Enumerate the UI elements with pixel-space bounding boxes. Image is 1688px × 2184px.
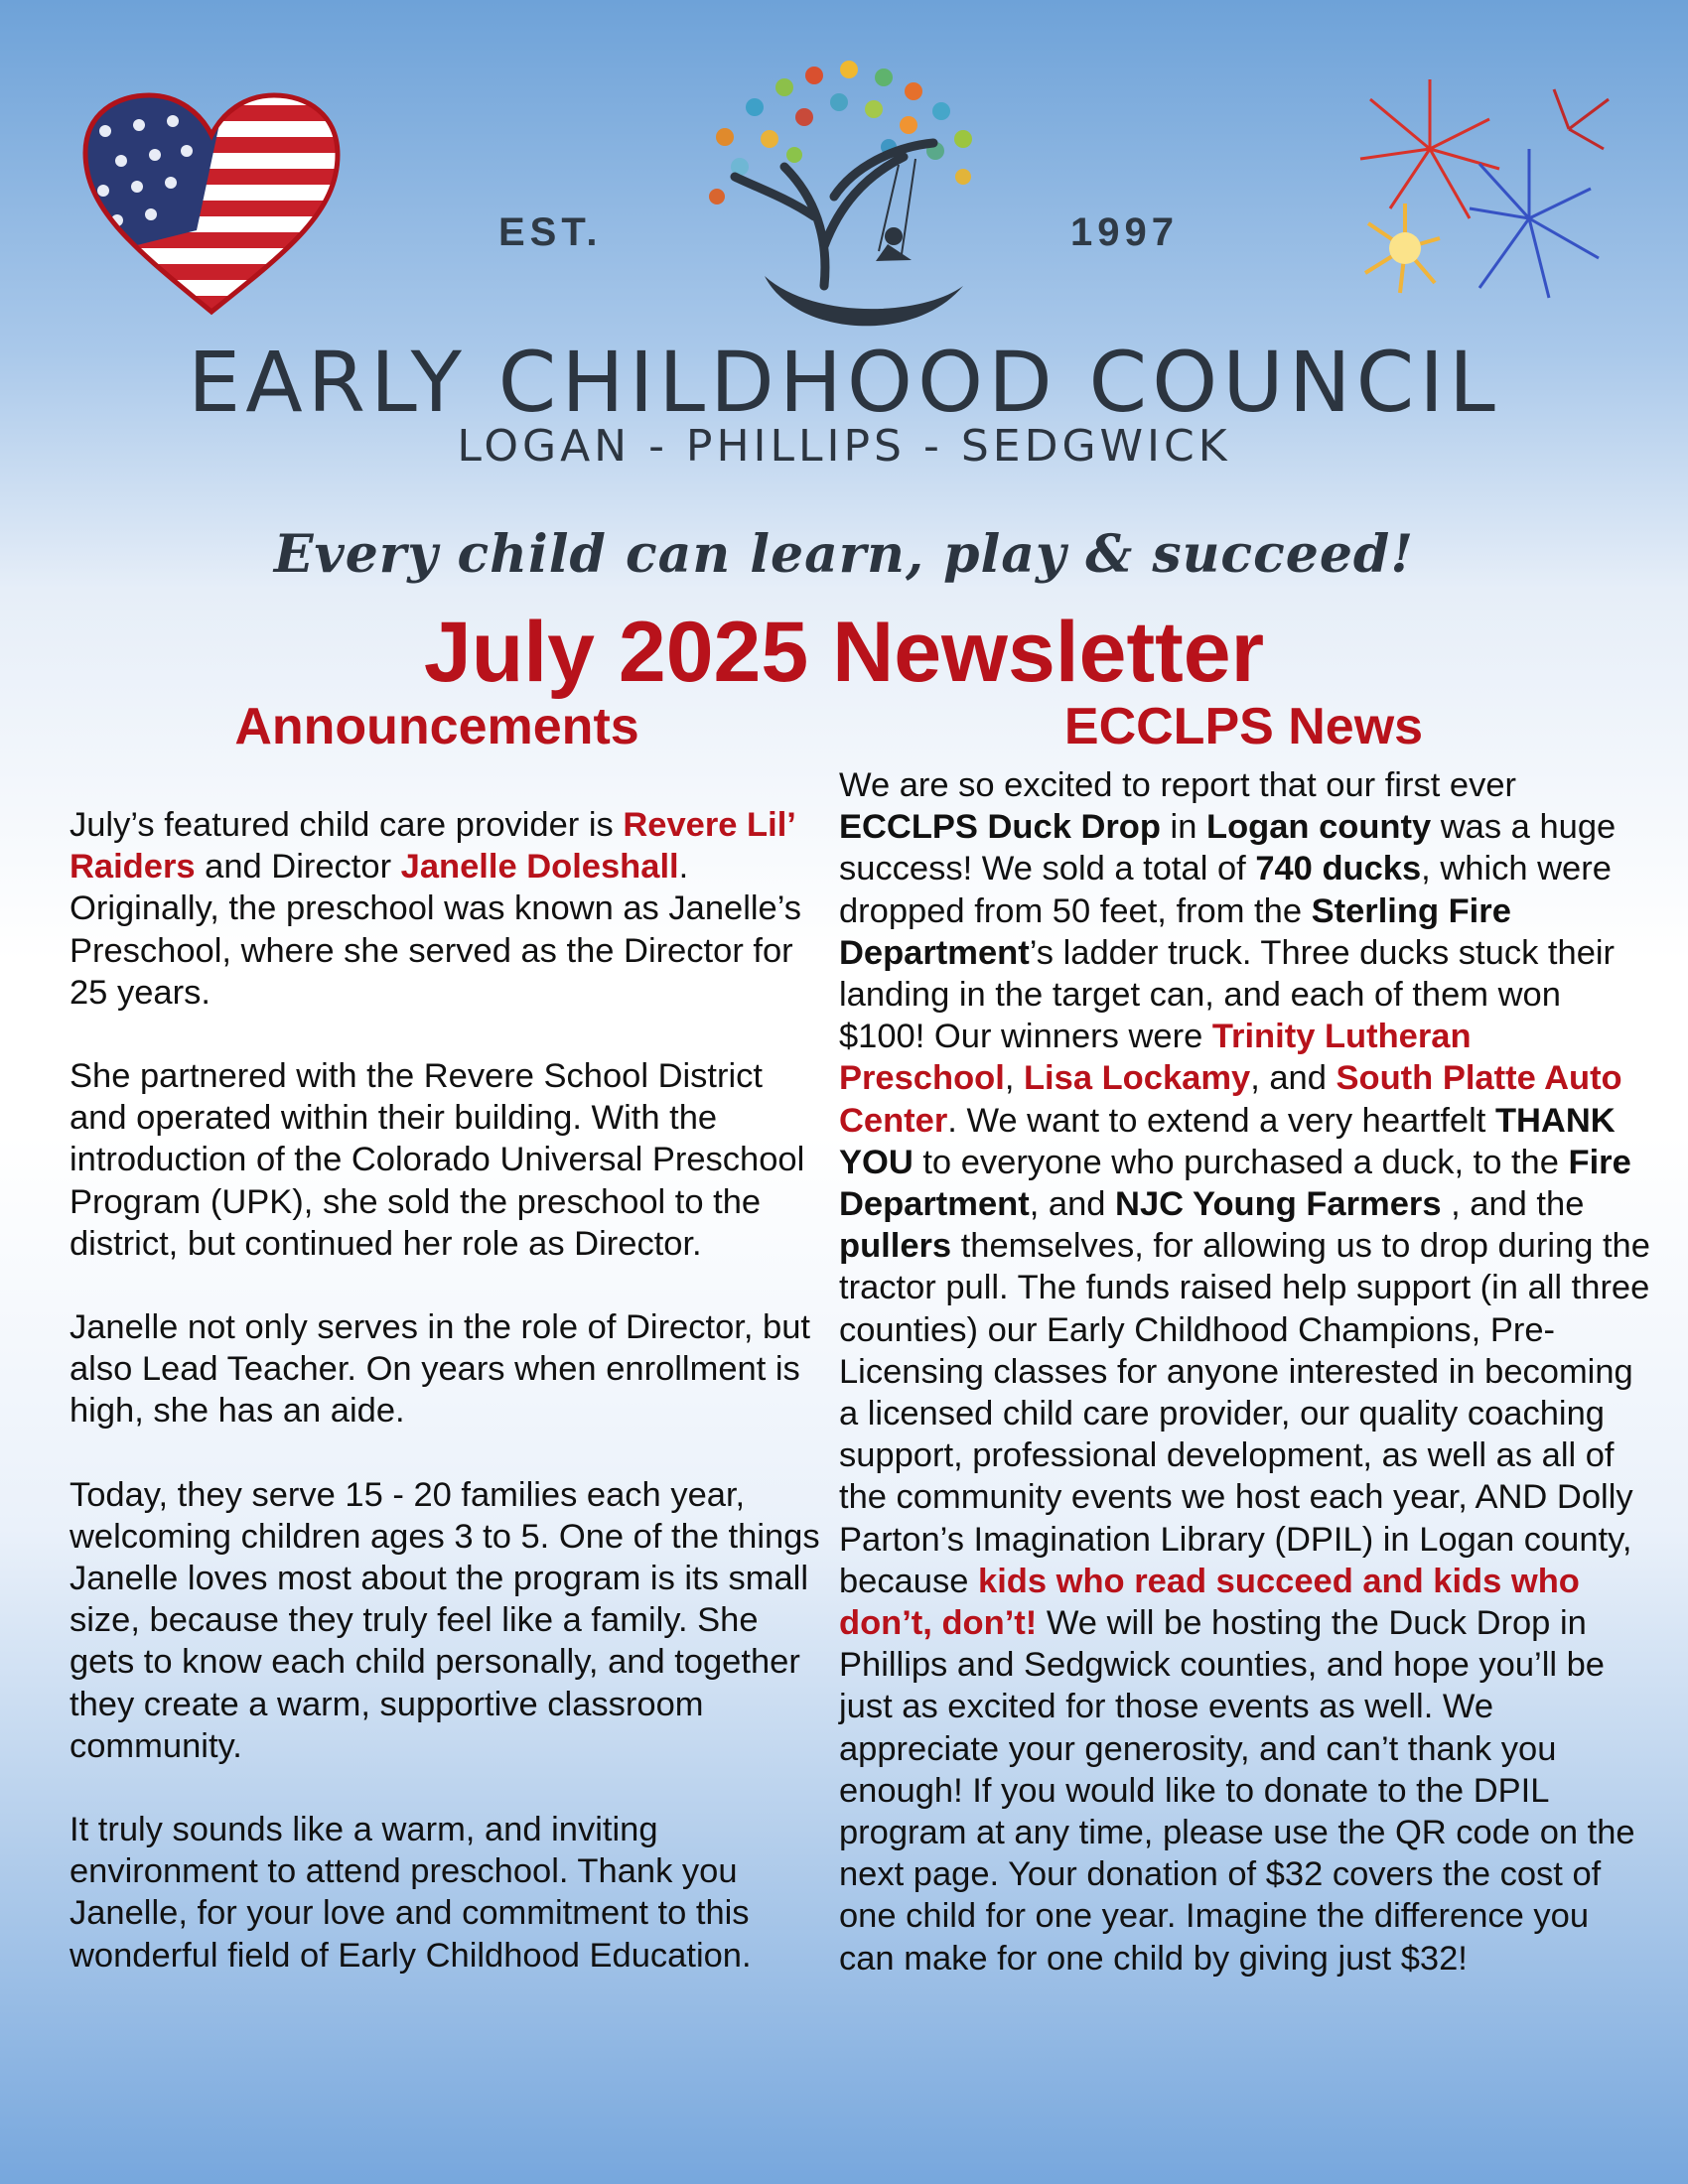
winner-2: Lisa Lockamy (1023, 1059, 1251, 1098)
established-label: EST. (498, 210, 603, 254)
fireworks-image (1331, 60, 1618, 347)
announcements-column (70, 804, 826, 1977)
announcement-paragraph-4: Today, they serve 15 - 20 families each year, welcoming children ages 3 to 5. One of the things Janelle loves most about the program is its small size, because they truly feel like a family. She gets to know each child personally, and together they create a warm, supportive classroom community. (70, 1475, 820, 1765)
organization-name: EARLY CHILDHOOD COUNCIL (188, 334, 1500, 431)
tagline: Every child can learn, play & succeed! (273, 524, 1415, 585)
announcements-heading: Announcements (234, 698, 639, 755)
winner-1: Trinity Lutheran Preschool (839, 1018, 1472, 1098)
literacy-slogan: kids who read succeed and kids who don’t, don’t! (839, 1562, 1580, 1643)
featured-provider: Revere Lil’ Raiders (70, 806, 794, 887)
event-name: ECCLPS Duck Drop (839, 808, 1161, 847)
ducks-sold: 740 ducks (1255, 850, 1422, 888)
winner-3: South Platte Auto Center (839, 1059, 1622, 1140)
news-paragraph: We are so excited to report that our first ever ECCLPS Duck Drop in Logan county was a huge success! We sold a total of 740 ducks, which were dropped from 50 feet, from the Sterling Fire Department’s ladder truck. Three ducks stuck their landing in the target can, and each of them won $100! Our winners were Trinity Lutheran Preschool, Lisa Lockamy, and South Platte Auto Center. We want to extend a very heartfelt THANK YOU to everyone who purchased a duck, to the Fire Department, and NJC Young Farmers , and the pullers themselves, for allowing us to drop during the tractor pull. The funds raised help support (in all three counties) our Early Childhood Champions, Pre-Licensing classes for anyone interested in becoming a licensed child care provider, our quality coaching support, professional development, as well as all of the community events we host each year, AND Dolly Parton’s Imagination Library (DPIL) in Logan county, because kids who read succeed and kids who don’t, don’t! We will be hosting the Duck Drop in Phillips and Sedgwick counties, and hope you’ll be just as excited for those events as well. We appreciate your generosity, and can’t thank you enough! If you would like to donate to the DPIL program at any time, please use the QR code on the next page. Your donation of $32 covers the cost of one child for one year. Imagine the difference you can make for one child by giving just $32! (839, 766, 1650, 1978)
tree-swing-logo (665, 48, 1023, 345)
announcement-paragraph-2: She partnered with the Revere School District and operated within their building. With the introduction of the Colorado Universal Preschool Program (UPK), she sold the preschool to the district, but continued her role as Director. (70, 1057, 805, 1263)
newsletter-title: July 2025 Newsletter (423, 605, 1265, 700)
flag-heart-image (77, 91, 346, 320)
established-year: 1997 (1070, 210, 1179, 254)
news-column (839, 764, 1653, 1979)
announcement-paragraph-5: It truly sounds like a warm, and inviting environment to attend preschool. Thank you Janelle, for your love and commitment to this wonderful field of Early Childhood Education. (70, 1811, 752, 1975)
counties-subtitle: LOGAN - PHILLIPS - SEDGWICK (457, 421, 1231, 472)
announcement-paragraph-1: July’s featured child care provider is Revere Lil’ Raiders and Director Janelle Doleshall. Originally, the preschool was known as Janelle’s Preschool, where she served as the Director for 25 years. (70, 806, 802, 1012)
announcement-paragraph-3: Janelle not only serves in the role of Director, but also Lead Teacher. On years when enrollment is high, she has an aide. (70, 1308, 810, 1431)
news-heading: ECCLPS News (1063, 698, 1424, 755)
director-name: Janelle Doleshall (400, 848, 679, 887)
